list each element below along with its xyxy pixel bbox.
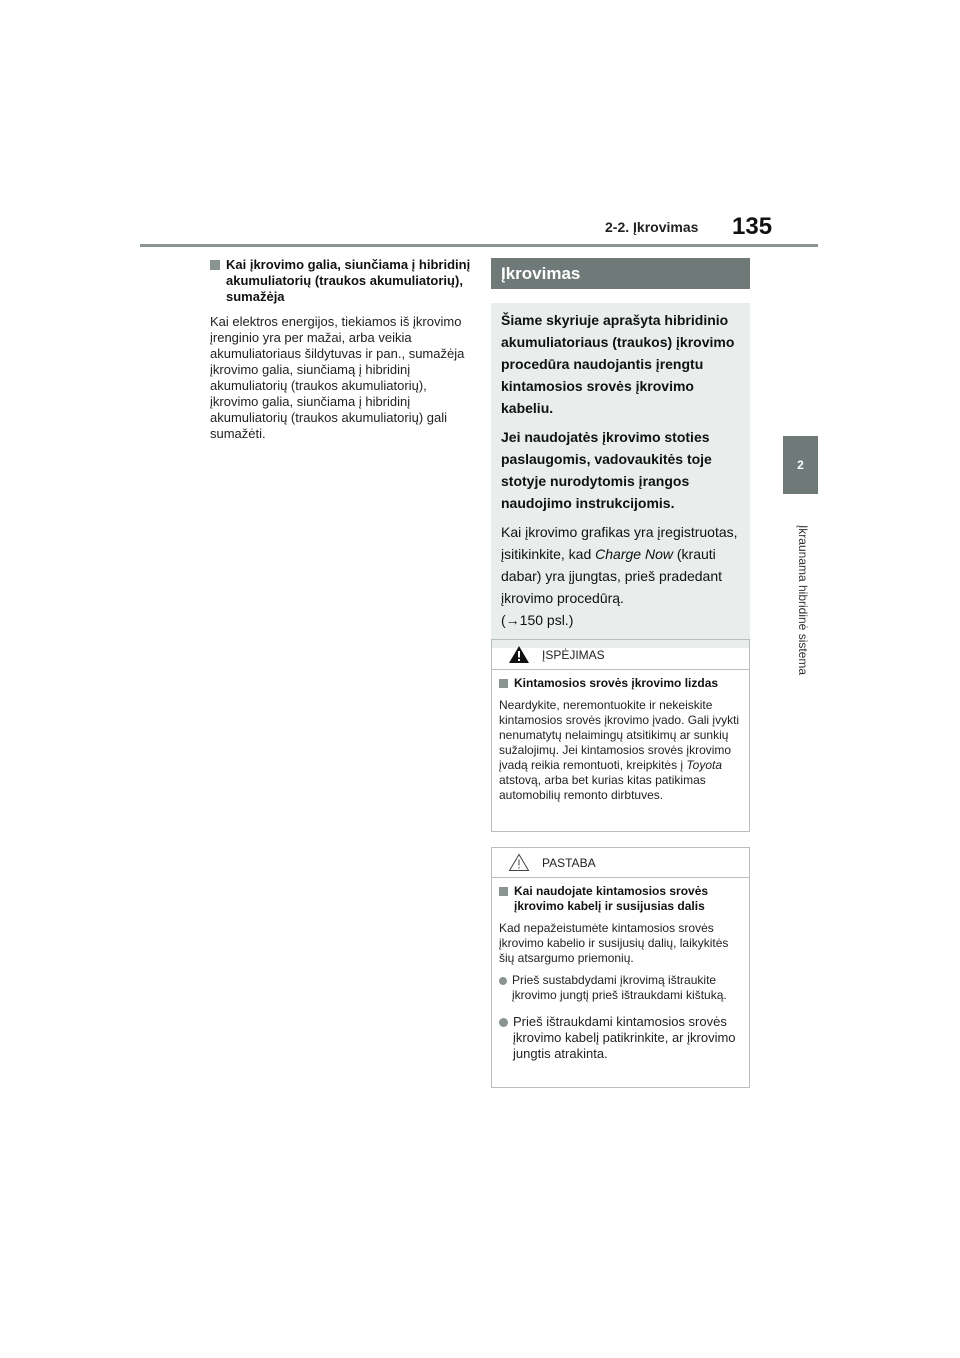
para-3-end: (krauti dabar) yra įjungtas, prieš pradedant įkrovimo procedūrą. [501, 546, 723, 606]
warning-box [491, 639, 750, 832]
charging-title: Įkrovimas [491, 258, 750, 289]
list-item [499, 973, 742, 1003]
header-divider [140, 244, 818, 247]
subsection-heading-text: Kai įkrovimo galia, siunčiama į hibridinį akumuliatorių (traukos akumuliatorių), sumažėja [226, 257, 471, 304]
warning-triangle-icon [508, 645, 530, 664]
square-bullet-icon [499, 887, 508, 896]
note-heading-text: Kai naudojate kintamosios srovės įkrovimo kabelį ir susijusias dalis [514, 884, 709, 913]
note-header [492, 848, 749, 878]
page-reference: (→150 psl.) [501, 612, 574, 628]
section-title: 2-2. Įkrovimas [605, 219, 699, 235]
charging-intro [491, 303, 750, 648]
para-3-start: Kai įkrovimo grafikas yra įregistruotas, įsitikinkite, kad [501, 524, 738, 562]
warning-content [492, 670, 749, 811]
list-item [499, 1014, 742, 1062]
warning-header [492, 640, 749, 670]
charging-intro-para-3 [501, 521, 740, 631]
warning-heading [499, 676, 742, 691]
chapter-label: Įkraunama hibridinė sistema [796, 524, 810, 676]
warning-text-start: Neardykite, neremontuokite ir nekeiskite kintamosios srovės įkrovimo įvado. Gali įvykti nenumatytų nelaimingų atsitikimų ar sunkių sužalojimų. Jei kintamosios srovės įkrovimo įvadą reikia remontuoti, kreipkitės į [499, 698, 740, 772]
charging-section [491, 258, 750, 648]
page-number: 135 [732, 213, 773, 240]
charge-now-term: Charge Now [595, 546, 673, 562]
note-title: PASTABA [542, 855, 596, 870]
warning-title: ĮSPĖJIMAS [542, 647, 605, 662]
round-bullet-icon [499, 1018, 508, 1027]
subsection-heading [210, 257, 472, 305]
note-text: Kad nepažeistumėte kintamosios srovės įkrovimo kabelio ir susijusių dalių, laikykitės šių atsargumo priemonių. [499, 921, 729, 965]
warning-text-end: atstovą, arba bet kurias kitas patikimas automobilių remonto dirbtuves. [499, 773, 706, 802]
list-item-text: Prieš sustabdydami įkrovimą ištraukite įkrovimo jungtį prieš ištraukdami kištuką. [512, 973, 727, 1002]
square-bullet-icon [210, 260, 220, 270]
left-column [210, 257, 472, 442]
note-content [492, 878, 749, 1070]
charging-intro-para-2: Jei naudojatės įkrovimo stoties paslaugomis, vadovaukitės toje stotyje nurodytomis įrangos naudojimo instrukcijomis. [501, 429, 712, 511]
chapter-tab: 2 [783, 436, 818, 494]
square-bullet-icon [499, 679, 508, 688]
charging-intro-para-1: Šiame skyriuje aprašyta hibridinio akumuliatoriaus (traukos) įkrovimo procedūra naudojantis įrengtu kintamosios srovės įkrovimo kabeliu. [501, 312, 735, 416]
caution-triangle-outline-icon [508, 853, 530, 872]
warning-heading-text: Kintamosios srovės įkrovimo lizdas [514, 676, 719, 690]
list-item-text: Prieš ištraukdami kintamosios srovės įkrovimo kabelį patikrinkite, ar įkrovimo jungtis atrakinta. [513, 1014, 736, 1061]
round-bullet-icon [499, 977, 507, 985]
subsection-body: Kai elektros energijos, tiekiamos iš įkrovimo įrenginio yra per mažai, arba veikia akumuliatoriaus šildytuvas ir pan., sumažėja įkrovimo galia, siunčiamą į hibridinį akumuliatorių (traukos akumuliatorių), įkrovimo galia, siunčiama į hibridinį akumuliatorių (traukos akumuliatorių) gali sumažėti. [210, 314, 465, 441]
brand-name: Toyota [686, 758, 723, 772]
note-heading [499, 884, 742, 914]
warning-text [499, 698, 742, 803]
note-box [491, 847, 750, 1088]
